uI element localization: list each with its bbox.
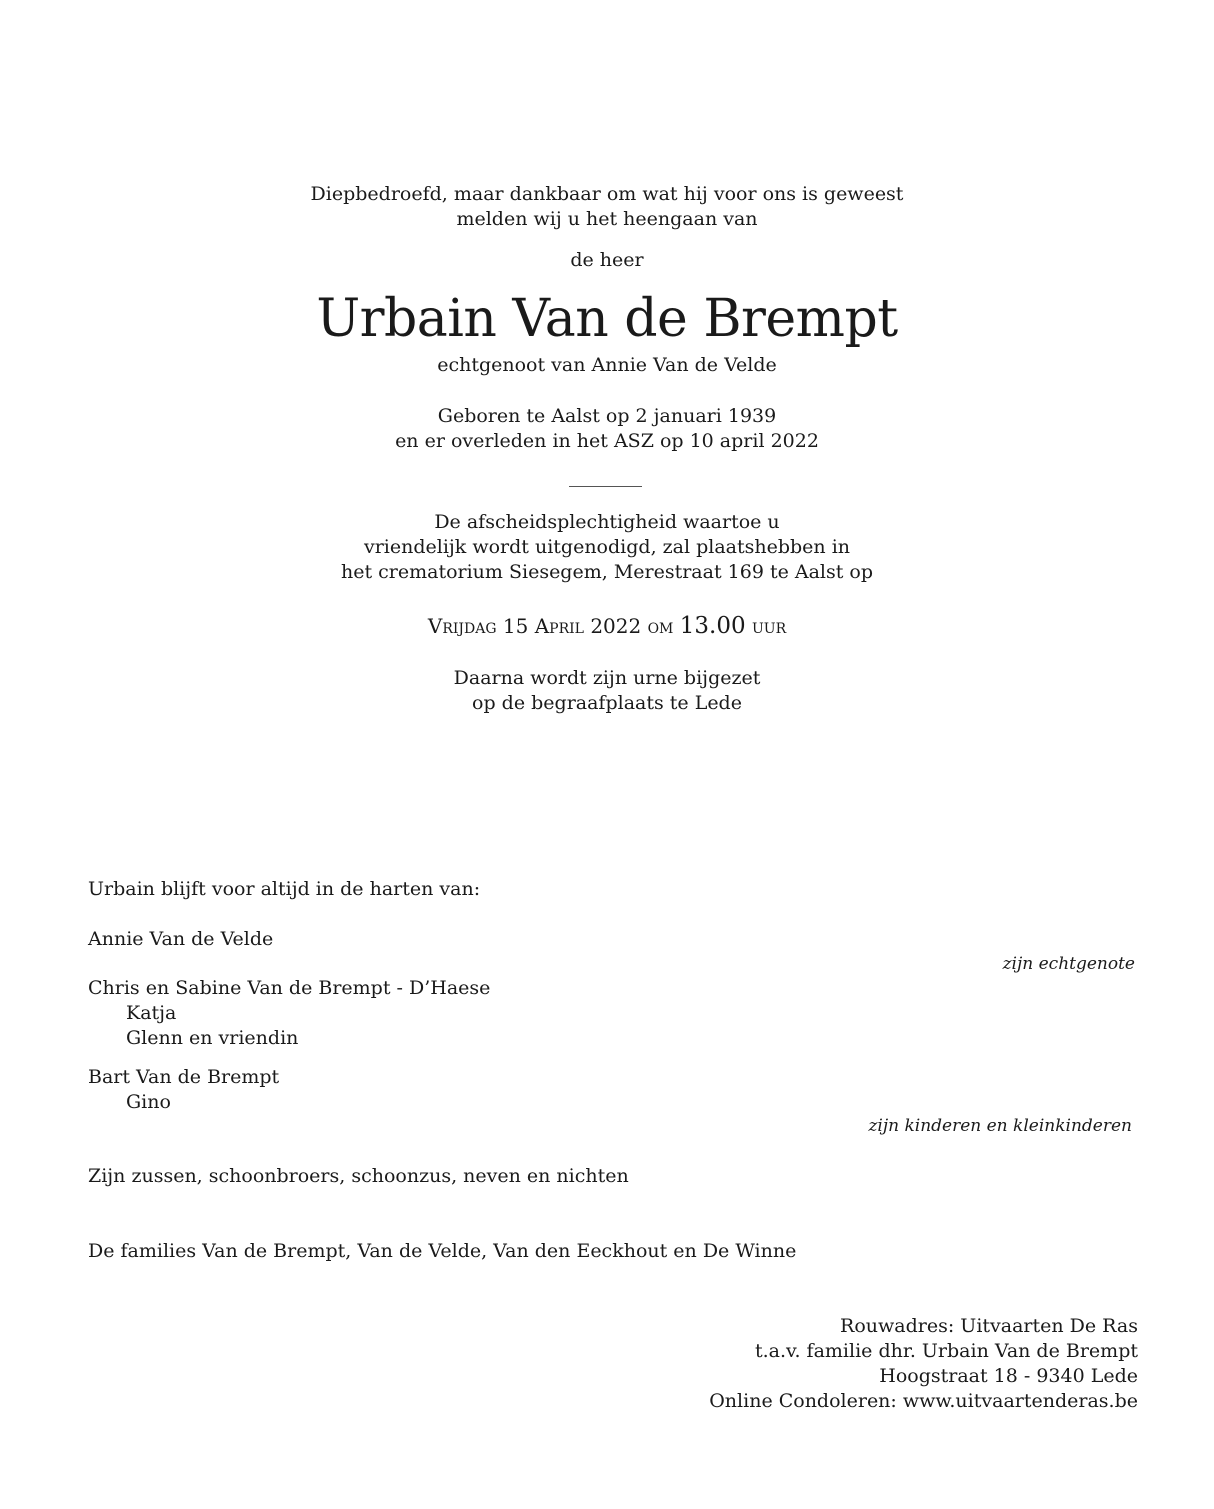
intro-text (0, 182, 1214, 232)
address-line-2: t.a.v. familie dhr. Urbain Van de Brempt (754, 1340, 1138, 1362)
ceremony-datetime (0, 612, 1214, 640)
ceremony-month: April (534, 614, 584, 638)
ceremony-line-2: vriendelijk wordt uitgenodigd, zal plaatshebben in (363, 536, 851, 558)
child-2: Bart Van de Brempt (88, 1066, 280, 1088)
mourning-address (709, 1314, 1138, 1414)
spouse-note: zijn echtgenote (1002, 954, 1135, 974)
ceremony-time: 13.00 (679, 613, 746, 639)
ceremony-line-3: het crematorium Siesegem, Merestraat 169 te Aalst op (340, 561, 874, 583)
intro-line-1: Diepbedroefd, maar dankbaar om wat hij voor ons is geweest (310, 183, 904, 205)
grandchild-1: Katja (126, 1002, 177, 1024)
mourner-child-family-2 (88, 1065, 279, 1115)
mourner-spouse: Annie Van de Velde (88, 928, 274, 950)
honorific: de heer (570, 249, 644, 271)
address-line-1: Rouwadres: Uitvaarten De Ras (840, 1315, 1138, 1337)
ceremony-uur: uur (751, 614, 787, 638)
grandchild-2: Glenn en vriendin (126, 1027, 299, 1049)
deceased-name: Urbain Van de Brempt (316, 289, 898, 349)
ceremony-date-number: 15 (502, 614, 529, 638)
life-dates (0, 404, 1214, 454)
urn-line-2: op de begraafplaats te Lede (472, 692, 742, 714)
address-line-4: Online Condoleren: www.uitvaartenderas.be (709, 1390, 1138, 1412)
ceremony-line-1: De afscheidsplechtigheid waartoe u (434, 511, 780, 533)
ceremony-year: 2022 (590, 614, 642, 638)
mourner-siblings: Zijn zussen, schoonbroers, schoonzus, neven en nichten (88, 1165, 629, 1187)
birth-line: Geboren te Aalst op 2 januari 1939 (437, 405, 777, 427)
grandchild-3: Gino (126, 1091, 171, 1113)
death-line: en er overleden in het ASZ op 10 april 2022 (395, 430, 819, 452)
ceremony-om: om (647, 614, 674, 638)
child-1: Chris en Sabine Van de Brempt - D’Haese (88, 977, 491, 999)
divider (569, 486, 642, 487)
children-note: zijn kinderen en kleinkinderen (868, 1116, 1132, 1136)
intro-line-2: melden wij u het heengaan van (456, 208, 758, 230)
ceremony-day: Vrijdag (427, 614, 497, 638)
urn-text (0, 666, 1214, 716)
mourner-child-family-1 (88, 976, 490, 1051)
ceremony-text (0, 510, 1214, 585)
spouse-line: echtgenoot van Annie Van de Velde (437, 354, 777, 376)
mourners-heading: Urbain blijft voor altijd in de harten van: (88, 878, 481, 900)
urn-line-1: Daarna wordt zijn urne bijgezet (453, 667, 761, 689)
mourner-families: De families Van de Brempt, Van de Velde, Van den Eeckhout en De Winne (88, 1240, 797, 1262)
address-line-3: Hoogstraat 18 - 9340 Lede (879, 1365, 1138, 1387)
